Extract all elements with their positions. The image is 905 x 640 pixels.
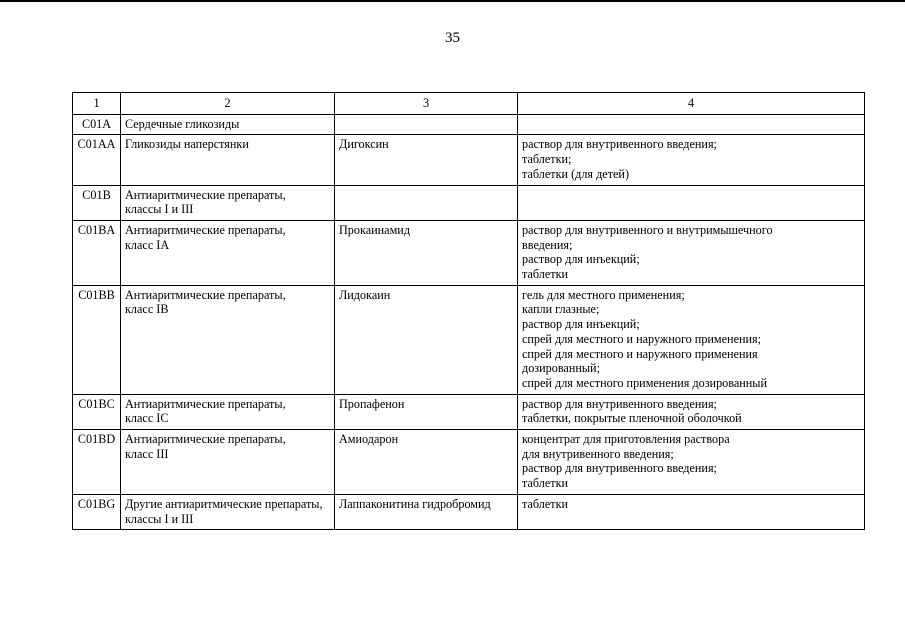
group-name-line: классы I и III [125,202,194,217]
dosage-form-line: введения; [522,237,573,252]
dosage-form-line: концентрат для приготовления раствора [522,432,730,447]
group-name-line: Другие антиаритмические препараты, [125,496,323,511]
dosage-form-line: таблетки; [522,152,572,167]
dosage-form-line: таблетки [522,476,569,491]
drug-name-cell: Прокаинамид [335,220,518,285]
pharmacological-group-cell [121,285,335,394]
pharmacological-group-cell [121,135,335,185]
dosage-forms-cell [518,285,865,394]
group-name-line: Антиаритмические препараты, [125,187,286,202]
atc-code-cell: C01BC [73,394,121,429]
dosage-form-line: раствор для инъекций; [522,252,640,267]
pharmacological-group-cell [121,185,335,220]
atc-code-cell: C01A [73,114,121,135]
drug-name-cell [335,114,518,135]
table-row [73,430,865,495]
group-name-line: класс III [125,446,169,461]
table-row [73,494,865,529]
table-row [73,135,865,185]
group-name-line: Сердечные гликозиды [125,116,240,131]
group-name-line: Антиаритмические препараты, [125,432,286,447]
dosage-form-line: раствор для внутривенного и внутримышечного [522,222,773,237]
table-row [73,285,865,394]
dosage-form-line: для внутривенного введения; [522,446,674,461]
dosage-form-line: раствор для инъекций; [522,317,640,332]
group-name-line: классы I и III [125,511,194,526]
table-row [73,185,865,220]
dosage-form-line: таблетки (для детей) [522,166,630,181]
group-name-line: класс IB [125,302,169,317]
pharmacological-group-cell [121,394,335,429]
atc-code-cell: C01BA [73,220,121,285]
group-name-line: Антиаритмические препараты, [125,396,286,411]
dosage-forms-cell [518,220,865,285]
pharmacological-group-cell [121,494,335,529]
drug-name-cell: Амиодарон [335,430,518,495]
atc-code-cell: C01BB [73,285,121,394]
dosage-forms-cell [518,114,865,135]
atc-code-cell: C01AA [73,135,121,185]
dosage-forms-cell [518,394,865,429]
header-cell-col2: 2 [121,93,335,115]
atc-code-cell: C01BG [73,494,121,529]
table-body [73,114,865,530]
dosage-form-line: таблетки [522,267,569,282]
table-row [73,114,865,135]
dosage-form-line: спрей для местного и наружного применения; [522,331,762,346]
drug-classification-table [72,92,865,530]
dosage-forms-cell [518,430,865,495]
dosage-form-line: раствор для внутривенного введения; [522,461,717,476]
group-name-line: Гликозиды наперстянки [125,137,249,152]
pharmacological-group-cell [121,114,335,135]
dosage-form-line: таблетки [522,496,569,511]
atc-code-cell: C01BD [73,430,121,495]
dosage-forms-cell [518,185,865,220]
dosage-forms-cell [518,135,865,185]
dosage-form-line: таблетки, покрытые пленочной оболочкой [522,411,742,426]
group-name-line: Антиаритмические препараты, [125,287,286,302]
drug-name-cell: Лидокаин [335,285,518,394]
dosage-form-line: капли глазные; [522,302,600,317]
pharmacological-group-cell [121,430,335,495]
page-number: 35 [445,30,460,46]
atc-code-cell: C01B [73,185,121,220]
dosage-form-line: раствор для внутривенного введения; [522,137,717,152]
header-cell-col4: 4 [518,93,865,115]
drug-name-cell: Пропафенон [335,394,518,429]
header-cell-col3: 3 [335,93,518,115]
dosage-forms-cell [518,494,865,529]
header-cell-col1: 1 [73,93,121,115]
dosage-form-line: дозированный; [522,361,600,376]
group-name-line: Антиаритмические препараты, [125,222,286,237]
dosage-form-line: раствор для внутривенного введения; [522,396,717,411]
dosage-form-line: спрей для местного применения дозированный [522,375,768,390]
group-name-line: класс IC [125,411,169,426]
drug-name-cell: Дигоксин [335,135,518,185]
dosage-form-line: спрей для местного и наружного применения [522,346,758,361]
dosage-form-line: гель для местного применения; [522,287,685,302]
group-name-line: класс IA [125,237,170,252]
pharmacological-group-cell [121,220,335,285]
table-row [73,394,865,429]
top-border-line [0,0,905,2]
table-header-row [73,93,865,115]
drug-name-cell [335,185,518,220]
table-row [73,220,865,285]
drug-name-cell: Лаппаконитина гидробромид [335,494,518,529]
